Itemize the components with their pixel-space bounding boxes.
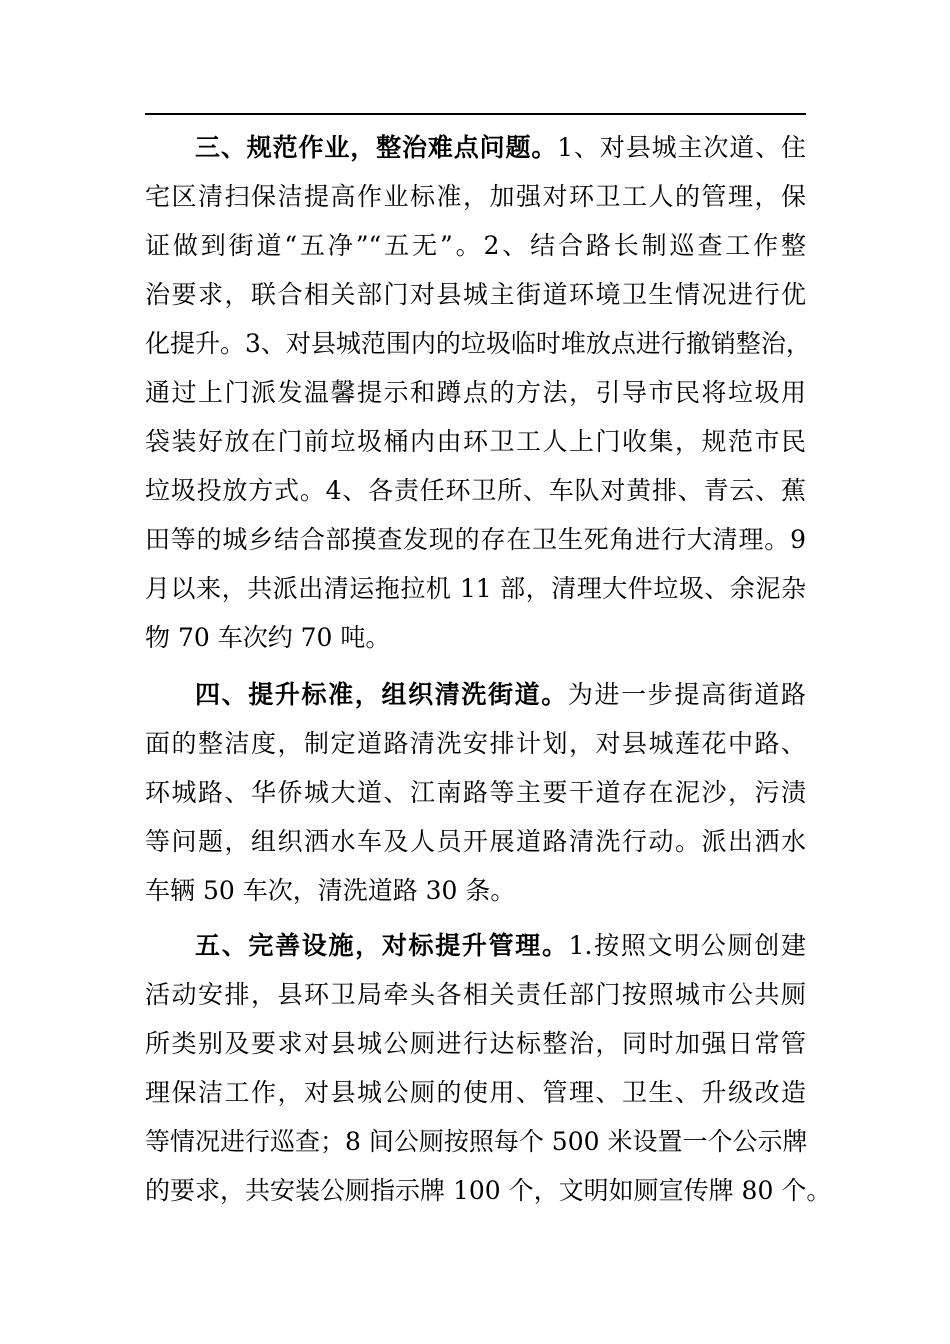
- section-3-first-line: [195, 123, 806, 172]
- section-3-line-1: 宅区清扫保洁提高作业标准，加强对环卫工人的管理，保: [145, 182, 806, 211]
- section-5-line-1: 活动安排，县环卫局牵头各相关责任部门按照城市公共厕: [145, 980, 806, 1009]
- section-5-line-0: 1.按照文明公厕创建: [568, 931, 806, 960]
- section-3-line-9: 月以来，共派出清运拖拉机 11 部，清理大件垃圾、余泥杂: [145, 574, 806, 603]
- section-5-heading: 五、完善设施，对标提升管理。: [195, 931, 569, 960]
- section-3-line-0: 1、对县城主次道、住: [557, 133, 806, 162]
- section-3-line-4: 化提升。3、对县城范围内的垃圾临时堆放点进行撤销整治，: [145, 329, 811, 358]
- section-5-line-3: 理保洁工作，对县城公厕的使用、管理、卫生、升级改造: [145, 1078, 806, 1107]
- section-5-line-2: 所类别及要求对县城公厕进行达标整治，同时加强日常管: [145, 1029, 806, 1058]
- section-3-line-7: 垃圾投放方式。4、各责任环卫所、车队对黄排、青云、蕉: [145, 476, 806, 505]
- section-3-line-2: 证做到街道“五净”“五无”。2、结合路长制巡查工作整: [145, 231, 806, 260]
- section-3-line-10: 物 70 车次约 70 吨。: [145, 623, 391, 652]
- section-4-line-4: 车辆 50 车次，清洗道路 30 条。: [145, 876, 516, 905]
- section-4-line-1: 面的整洁度，制定道路清洗安排计划，对县城莲花中路、: [145, 729, 806, 758]
- section-5-line-5: 的要求，共安装公厕指示牌 100 个，文明如厕宣传牌 80 个。: [145, 1176, 832, 1205]
- section-4-heading: 四、提升标准，组织清洗街道。: [195, 680, 568, 709]
- section-3-line-6: 袋装好放在门前垃圾桶内由环卫工人上门收集，规范市民: [145, 427, 806, 456]
- section-3-heading: 三、规范作业，整治难点问题。: [195, 133, 558, 162]
- section-4-line-3: 等问题，组织洒水车及人员开展道路清洗行动。派出洒水: [145, 827, 806, 856]
- section-4-line-0: 为进一步提高街道路: [567, 680, 806, 709]
- section-5-first-line: [195, 921, 806, 970]
- section-3-line-5: 通过上门派发温馨提示和蹲点的方法，引导市民将垃圾用: [145, 378, 806, 407]
- section-5-line-4: 等情况进行巡查；8 间公厕按照每个 500 米设置一个公示牌: [145, 1127, 808, 1156]
- section-4-first-line: [195, 670, 806, 719]
- header-rule: [145, 113, 806, 115]
- section-4-line-2: 环城路、华侨城大道、江南路等主要干道存在泥沙，污渍: [145, 778, 806, 807]
- section-3-line-8: 田等的城乡结合部摸查发现的存在卫生死角进行大清理。9: [145, 525, 806, 554]
- section-3-line-3: 治要求，联合相关部门对县城主街道环境卫生情况进行优: [145, 280, 806, 309]
